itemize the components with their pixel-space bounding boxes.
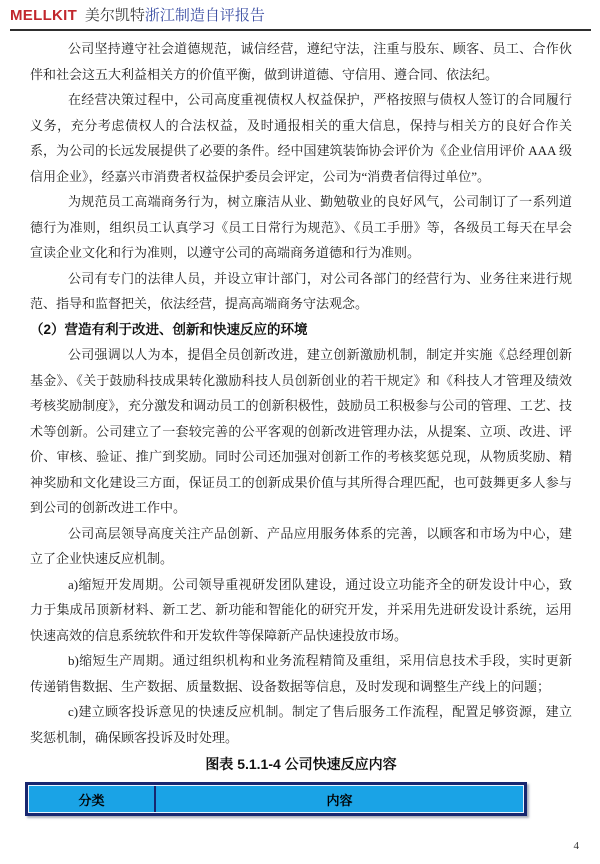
page-header — [10, 7, 591, 31]
paragraph-quick-response-intro: 公司高层领导高度关注产品创新、产品应用服务体系的完善，以顾客和市场为中心，建立了企业快速反应机制。 — [30, 525, 572, 566]
report-body — [30, 36, 572, 816]
table-header-category: 分类 — [29, 786, 154, 812]
table-header-content: 内容 — [154, 786, 523, 812]
section-heading: （2）营造有利于改进、创新和快速反应的环境 — [30, 321, 308, 337]
table-header-row — [28, 785, 524, 813]
paragraph-innovation-mechanism: 公司强调以人为本，提倡全员创新改进，建立创新激励机制，制定并实施《总经理创新基金》、《关于鼓励科技成果转化激励科技人员创新创业的若干规定》和《科技人才管理及绩效考核奖励制度》，充分激发和调动员工的创新积极性，鼓励员工积极参与公司的管理、工艺、技术等创新。公司建立了一套较完善的公平客观的创新改进管理办法，从提案、立项、改进、评价、审核、验证、推广到奖励。同时公司还加强对创新工作的考核奖惩兑现，从物质奖励、精神奖励和文化建设三方面，保证员工的创新成果价值与其所得合理匹配，也可鼓舞更多人参与到公司的创新改进工作中。 — [30, 347, 572, 515]
list-item-a-development-cycle: a)缩短开发周期。公司领导重视研发团队建设，通过设立功能齐全的研发设计中心，致力于集成吊顶新材料、新工艺、新功能和智能化的研究开发，并采用先进研发设计系统，运用快速高效的信息系统软件和开发软件等保障新产品快速投放市场。 — [30, 576, 572, 643]
quick-response-table — [25, 782, 527, 816]
report-title: 浙江制造自评报告 — [144, 8, 265, 24]
paragraph-creditor-rights: 在经营决策过程中，公司高度重视债权人权益保护，严格按照与债权人签订的合同履行义务，充分考虑债权人的合法权益，及时通报相关的重大信息，保持与相关方的良好合作关系，为公司的长远发展提供了必要的条件。经中国建筑装饰协会评价为《企业信用评价 AAA 级信用企业》，经嘉兴市消费者权益保护委员会评定，公司为“消费者信得过单位”。 — [30, 92, 572, 184]
brand-name-cn: 美尔凯特 — [84, 8, 145, 24]
list-item-b-production-cycle: b)缩短生产周期。通过组织机构和业务流程精简及重组，采用信息技术手段，实时更新传递销售数据、生产数据、质量数据、设备数据等信息，及时发现和调整生产线上的问题； — [30, 653, 572, 694]
brand-logo-text: MELLKIT — [10, 7, 78, 24]
paragraph-legal-audit: 公司有专门的法律人员，并设立审计部门，对公司各部门的经营行为、业务往来进行规范、指导和监督把关，依法经营，提高高端商务守法观念。 — [30, 270, 572, 311]
paragraph-conduct-rules: 为规范员工高端商务行为，树立廉洁从业、勤勉敬业的良好风气，公司制订了一系列道德行为准则，组织员工认真学习《员工日常行为规范》、《员工手册》等，各级员工每天在早会宣读企业文化和行为准则，以遵守公司的高端商务道德和行为准则。 — [30, 194, 572, 260]
list-item-c-complaint-mechanism: c)建立顾客投诉意见的快速反应机制。制定了售后服务工作流程，配置足够资源，建立奖惩机制，确保顾客投诉及时处理。 — [30, 704, 572, 745]
page-number: 4 — [573, 840, 579, 852]
table-caption: 图表 5.1.1-4 公司快速反应内容 — [205, 756, 397, 772]
paragraph-social-ethics: 公司坚持遵守社会道德规范，诚信经营，遵纪守法，注重与股东、顾客、员工、合作伙伴和社会这五大利益相关方的价值平衡，做到讲道德、守信用、遵合同、依法纪。 — [30, 41, 572, 82]
